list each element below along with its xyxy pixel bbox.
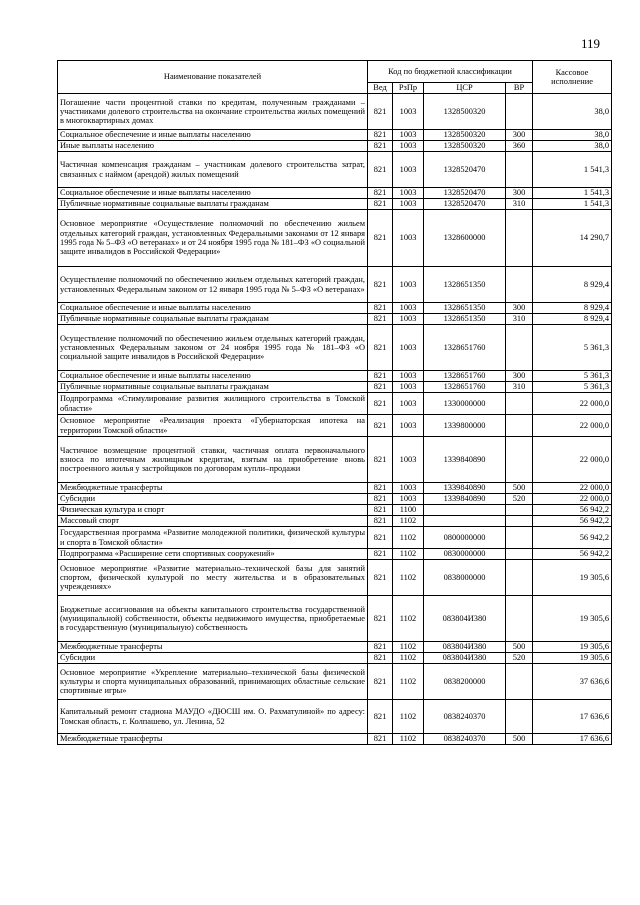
- row-name: Основное мероприятие «Укрепление материально–технической базы физической культуры и спорта муниципальных образований, принимающих областные сельские спортивные игры»: [58, 664, 368, 700]
- row-name: Публичные нормативные социальные выплаты гражданам: [58, 199, 368, 210]
- row-vr: [506, 527, 533, 549]
- table-row: [58, 483, 612, 494]
- header-name: Наименование показателей: [58, 61, 368, 94]
- row-rzpr: 1003: [393, 371, 424, 382]
- row-ved: 821: [368, 437, 393, 483]
- table-row: [58, 549, 612, 560]
- row-name: Бюджетные ассигнования на объекты капитального строительства государственной (муниципальной) собственности, объекты недвижимого имущества, приобретаемые в государственную (муниципальную) собственность: [58, 596, 368, 642]
- row-vr: [506, 560, 533, 596]
- row-ved: 821: [368, 560, 393, 596]
- row-name: Массовый спорт: [58, 516, 368, 527]
- row-name: Основное мероприятие «Осуществление полномочий по обеспечению жильем отдельных категорий граждан, установленных Федеральными законами от 12 января 1995 года № 5–ФЗ «О ветеранах» и от 24 ноября 1995 года № 181–ФЗ «О социальной защите инвалидов в Российской Федерации»: [58, 210, 368, 267]
- row-cash-execution: 38,0: [533, 94, 612, 130]
- row-cash-execution: 22 000,0: [533, 483, 612, 494]
- row-ved: 821: [368, 415, 393, 437]
- row-vr: [506, 393, 533, 415]
- row-csr: 1339840890: [424, 437, 506, 483]
- row-cash-execution: 1 541,3: [533, 188, 612, 199]
- row-cash-execution: 22 000,0: [533, 393, 612, 415]
- row-cash-execution: 22 000,0: [533, 415, 612, 437]
- row-cash-execution: 22 000,0: [533, 437, 612, 483]
- table-row: [58, 152, 612, 188]
- row-name: Социальное обеспечение и иные выплаты населению: [58, 303, 368, 314]
- row-rzpr: 1003: [393, 188, 424, 199]
- row-name: Социальное обеспечение и иные выплаты населению: [58, 130, 368, 141]
- header-vr: ВР: [506, 83, 533, 94]
- row-ved: 821: [368, 664, 393, 700]
- row-rzpr: 1100: [393, 505, 424, 516]
- row-rzpr: 1102: [393, 596, 424, 642]
- row-rzpr: 1003: [393, 415, 424, 437]
- row-ved: 821: [368, 393, 393, 415]
- row-ved: 821: [368, 494, 393, 505]
- row-rzpr: 1102: [393, 734, 424, 745]
- table-row: [58, 382, 612, 393]
- table-row: [58, 314, 612, 325]
- row-cash-execution: 17 636,6: [533, 734, 612, 745]
- row-ved: 821: [368, 527, 393, 549]
- row-rzpr: 1102: [393, 700, 424, 734]
- row-rzpr: 1102: [393, 527, 424, 549]
- row-vr: 360: [506, 141, 533, 152]
- row-name: Погашение части процентной ставки по кредитам, полученным гражданами – участниками долевого строительства на окончание строительства жилых помещений в многоквартирных домах: [58, 94, 368, 130]
- row-csr: 1328500320: [424, 94, 506, 130]
- row-ved: 821: [368, 516, 393, 527]
- table-row: [58, 653, 612, 664]
- row-name: Межбюджетные трансферты: [58, 734, 368, 745]
- row-name: Частичная компенсация гражданам – участникам долевого строительства затрат, связанных с наймом (арендой) жилых помещений: [58, 152, 368, 188]
- row-csr: 1328651760: [424, 371, 506, 382]
- row-csr: 1328520470: [424, 199, 506, 210]
- row-cash-execution: 19 305,6: [533, 653, 612, 664]
- table-row: [58, 199, 612, 210]
- row-csr: 0800000000: [424, 527, 506, 549]
- row-rzpr: 1003: [393, 94, 424, 130]
- table-row: [58, 141, 612, 152]
- row-name: Публичные нормативные социальные выплаты гражданам: [58, 314, 368, 325]
- row-csr: 083804И380: [424, 596, 506, 642]
- row-vr: [506, 210, 533, 267]
- table-row: [58, 130, 612, 141]
- row-rzpr: 1003: [393, 199, 424, 210]
- row-ved: 821: [368, 94, 393, 130]
- row-ved: 821: [368, 210, 393, 267]
- row-csr: 1328520470: [424, 152, 506, 188]
- row-vr: [506, 664, 533, 700]
- row-cash-execution: 19 305,6: [533, 642, 612, 653]
- row-ved: 821: [368, 653, 393, 664]
- table-row: [58, 267, 612, 303]
- table-row: [58, 325, 612, 371]
- row-cash-execution: 14 290,7: [533, 210, 612, 267]
- row-rzpr: 1003: [393, 130, 424, 141]
- row-rzpr: 1003: [393, 483, 424, 494]
- header-rzpr: РзПр: [393, 83, 424, 94]
- row-rzpr: 1003: [393, 210, 424, 267]
- row-rzpr: 1102: [393, 516, 424, 527]
- row-cash-execution: 1 541,3: [533, 199, 612, 210]
- row-cash-execution: 38,0: [533, 130, 612, 141]
- row-name: Иные выплаты населению: [58, 141, 368, 152]
- row-cash-execution: 19 305,6: [533, 596, 612, 642]
- row-vr: 500: [506, 483, 533, 494]
- row-name: Подпрограмма «Расширение сети спортивных сооружений»: [58, 549, 368, 560]
- table-row: [58, 303, 612, 314]
- row-ved: 821: [368, 382, 393, 393]
- row-csr: 0830000000: [424, 549, 506, 560]
- row-csr: 1339840890: [424, 483, 506, 494]
- table-row: [58, 210, 612, 267]
- row-ved: 821: [368, 596, 393, 642]
- table-row: [58, 188, 612, 199]
- table-row: [58, 560, 612, 596]
- row-csr: 083804И380: [424, 653, 506, 664]
- row-ved: 821: [368, 700, 393, 734]
- row-vr: 300: [506, 188, 533, 199]
- page-number: 119: [580, 36, 600, 51]
- row-name: Физическая культура и спорт: [58, 505, 368, 516]
- row-cash-execution: 19 305,6: [533, 560, 612, 596]
- row-csr: 083804И380: [424, 642, 506, 653]
- row-ved: 821: [368, 642, 393, 653]
- table-row: [58, 505, 612, 516]
- row-name: Государственная программа «Развитие молодежной политики, физической культуры и спорта в Томской области»: [58, 527, 368, 549]
- row-csr: [424, 505, 506, 516]
- row-ved: 821: [368, 371, 393, 382]
- row-ved: 821: [368, 505, 393, 516]
- row-rzpr: 1102: [393, 664, 424, 700]
- row-csr: 0838200000: [424, 664, 506, 700]
- row-name: Межбюджетные трансферты: [58, 483, 368, 494]
- row-vr: [506, 549, 533, 560]
- row-rzpr: 1003: [393, 494, 424, 505]
- row-vr: 300: [506, 371, 533, 382]
- row-rzpr: 1102: [393, 549, 424, 560]
- row-csr: 1328600000: [424, 210, 506, 267]
- header-code-group: Код по бюджетной классификации: [368, 61, 533, 83]
- row-csr: [424, 516, 506, 527]
- table-row: [58, 700, 612, 734]
- row-name: Осуществление полномочий по обеспечению жильем отдельных категорий граждан, установленных Федеральным законом от 12 января 1995 года № 5–ФЗ «О ветеранах»: [58, 267, 368, 303]
- table-row: [58, 94, 612, 130]
- row-vr: [506, 700, 533, 734]
- row-ved: 821: [368, 303, 393, 314]
- row-name: Частичное возмещение процентной ставки, частичная оплата первоначального взноса по ипотечным жилищным кредитам, взятым на приобретение вновь построенного жилья у застройщиков по договорам купли–продажи: [58, 437, 368, 483]
- row-name: Социальное обеспечение и иные выплаты населению: [58, 188, 368, 199]
- row-vr: [506, 437, 533, 483]
- row-vr: [506, 267, 533, 303]
- row-cash-execution: 38,0: [533, 141, 612, 152]
- row-vr: 310: [506, 382, 533, 393]
- row-ved: 821: [368, 314, 393, 325]
- table-row: [58, 437, 612, 483]
- header-csr: ЦСР: [424, 83, 506, 94]
- row-cash-execution: 17 636,6: [533, 700, 612, 734]
- row-ved: 821: [368, 152, 393, 188]
- row-rzpr: 1102: [393, 560, 424, 596]
- row-csr: 1328500320: [424, 141, 506, 152]
- row-vr: 520: [506, 494, 533, 505]
- row-cash-execution: 56 942,2: [533, 516, 612, 527]
- row-rzpr: 1003: [393, 437, 424, 483]
- row-csr: 1330000000: [424, 393, 506, 415]
- row-name: Осуществление полномочий по обеспечению жильем отдельных категорий граждан, установленных Федеральным законом от 24 ноября 1995 года № 181–ФЗ «О социальной защите инвалидов в Российской Федерации»: [58, 325, 368, 371]
- header-cash-execution: Кассовое исполнение: [533, 61, 612, 94]
- row-rzpr: 1003: [393, 303, 424, 314]
- row-cash-execution: 1 541,3: [533, 152, 612, 188]
- row-cash-execution: 8 929,4: [533, 303, 612, 314]
- row-csr: 1328651350: [424, 267, 506, 303]
- row-ved: 821: [368, 325, 393, 371]
- row-cash-execution: 5 361,3: [533, 371, 612, 382]
- row-rzpr: 1003: [393, 314, 424, 325]
- row-cash-execution: 56 942,2: [533, 527, 612, 549]
- table-row: [58, 516, 612, 527]
- row-csr: 0838240370: [424, 734, 506, 745]
- row-cash-execution: 37 636,6: [533, 664, 612, 700]
- row-rzpr: 1003: [393, 152, 424, 188]
- row-cash-execution: 8 929,4: [533, 267, 612, 303]
- row-vr: [506, 516, 533, 527]
- row-ved: 821: [368, 483, 393, 494]
- row-vr: [506, 596, 533, 642]
- table-row: [58, 527, 612, 549]
- row-cash-execution: 56 942,2: [533, 505, 612, 516]
- row-ved: 821: [368, 267, 393, 303]
- row-rzpr: 1102: [393, 642, 424, 653]
- row-cash-execution: 5 361,3: [533, 382, 612, 393]
- row-vr: 520: [506, 653, 533, 664]
- table-row: [58, 734, 612, 745]
- row-name: Межбюджетные трансферты: [58, 642, 368, 653]
- row-name: Публичные нормативные социальные выплаты гражданам: [58, 382, 368, 393]
- row-csr: 0838240370: [424, 700, 506, 734]
- table-row: [58, 642, 612, 653]
- row-vr: [506, 94, 533, 130]
- row-vr: 500: [506, 734, 533, 745]
- row-cash-execution: 56 942,2: [533, 549, 612, 560]
- row-csr: 1328651350: [424, 303, 506, 314]
- row-csr: 1328651760: [424, 382, 506, 393]
- row-rzpr: 1003: [393, 393, 424, 415]
- row-cash-execution: 8 929,4: [533, 314, 612, 325]
- header-ved: Вед: [368, 83, 393, 94]
- table-row: [58, 393, 612, 415]
- row-ved: 821: [368, 141, 393, 152]
- row-cash-execution: 22 000,0: [533, 494, 612, 505]
- row-vr: [506, 325, 533, 371]
- row-csr: 1328520470: [424, 188, 506, 199]
- row-csr: 1339800000: [424, 415, 506, 437]
- row-vr: 310: [506, 199, 533, 210]
- row-ved: 821: [368, 130, 393, 141]
- table-row: [58, 494, 612, 505]
- row-ved: 821: [368, 188, 393, 199]
- row-csr: 1328500320: [424, 130, 506, 141]
- row-ved: 821: [368, 734, 393, 745]
- row-rzpr: 1102: [393, 653, 424, 664]
- row-vr: 300: [506, 303, 533, 314]
- row-csr: 1328651760: [424, 325, 506, 371]
- row-name: Социальное обеспечение и иные выплаты населению: [58, 371, 368, 382]
- row-vr: 310: [506, 314, 533, 325]
- row-csr: 0838000000: [424, 560, 506, 596]
- row-name: Субсидии: [58, 494, 368, 505]
- row-ved: 821: [368, 199, 393, 210]
- row-vr: 300: [506, 130, 533, 141]
- row-name: Субсидии: [58, 653, 368, 664]
- row-cash-execution: 5 361,3: [533, 325, 612, 371]
- row-name: Подпрограмма «Стимулирование развития жилищного строительства в Томской области»: [58, 393, 368, 415]
- row-name: Основное мероприятие «Развитие материально–технической базы для занятий спортом, физической культурой по месту жительства и в образовательных учреждениях»: [58, 560, 368, 596]
- table-row: [58, 664, 612, 700]
- row-vr: [506, 505, 533, 516]
- table-row: [58, 415, 612, 437]
- row-rzpr: 1003: [393, 141, 424, 152]
- table-row: [58, 596, 612, 642]
- row-rzpr: 1003: [393, 267, 424, 303]
- row-vr: 500: [506, 642, 533, 653]
- row-vr: [506, 415, 533, 437]
- row-ved: 821: [368, 549, 393, 560]
- row-vr: [506, 152, 533, 188]
- row-rzpr: 1003: [393, 382, 424, 393]
- row-name: Основное мероприятие «Реализация проекта «Губернаторская ипотека на территории Томской области»: [58, 415, 368, 437]
- row-csr: 1339840890: [424, 494, 506, 505]
- budget-execution-table: [57, 60, 612, 745]
- row-rzpr: 1003: [393, 325, 424, 371]
- row-csr: 1328651350: [424, 314, 506, 325]
- table-row: [58, 371, 612, 382]
- row-name: Капитальный ремонт стадиона МАУДО «ДЮСШ им. О. Рахматулиной» по адресу: Томская область, г. Колпашево, ул. Ленина, 52: [58, 700, 368, 734]
